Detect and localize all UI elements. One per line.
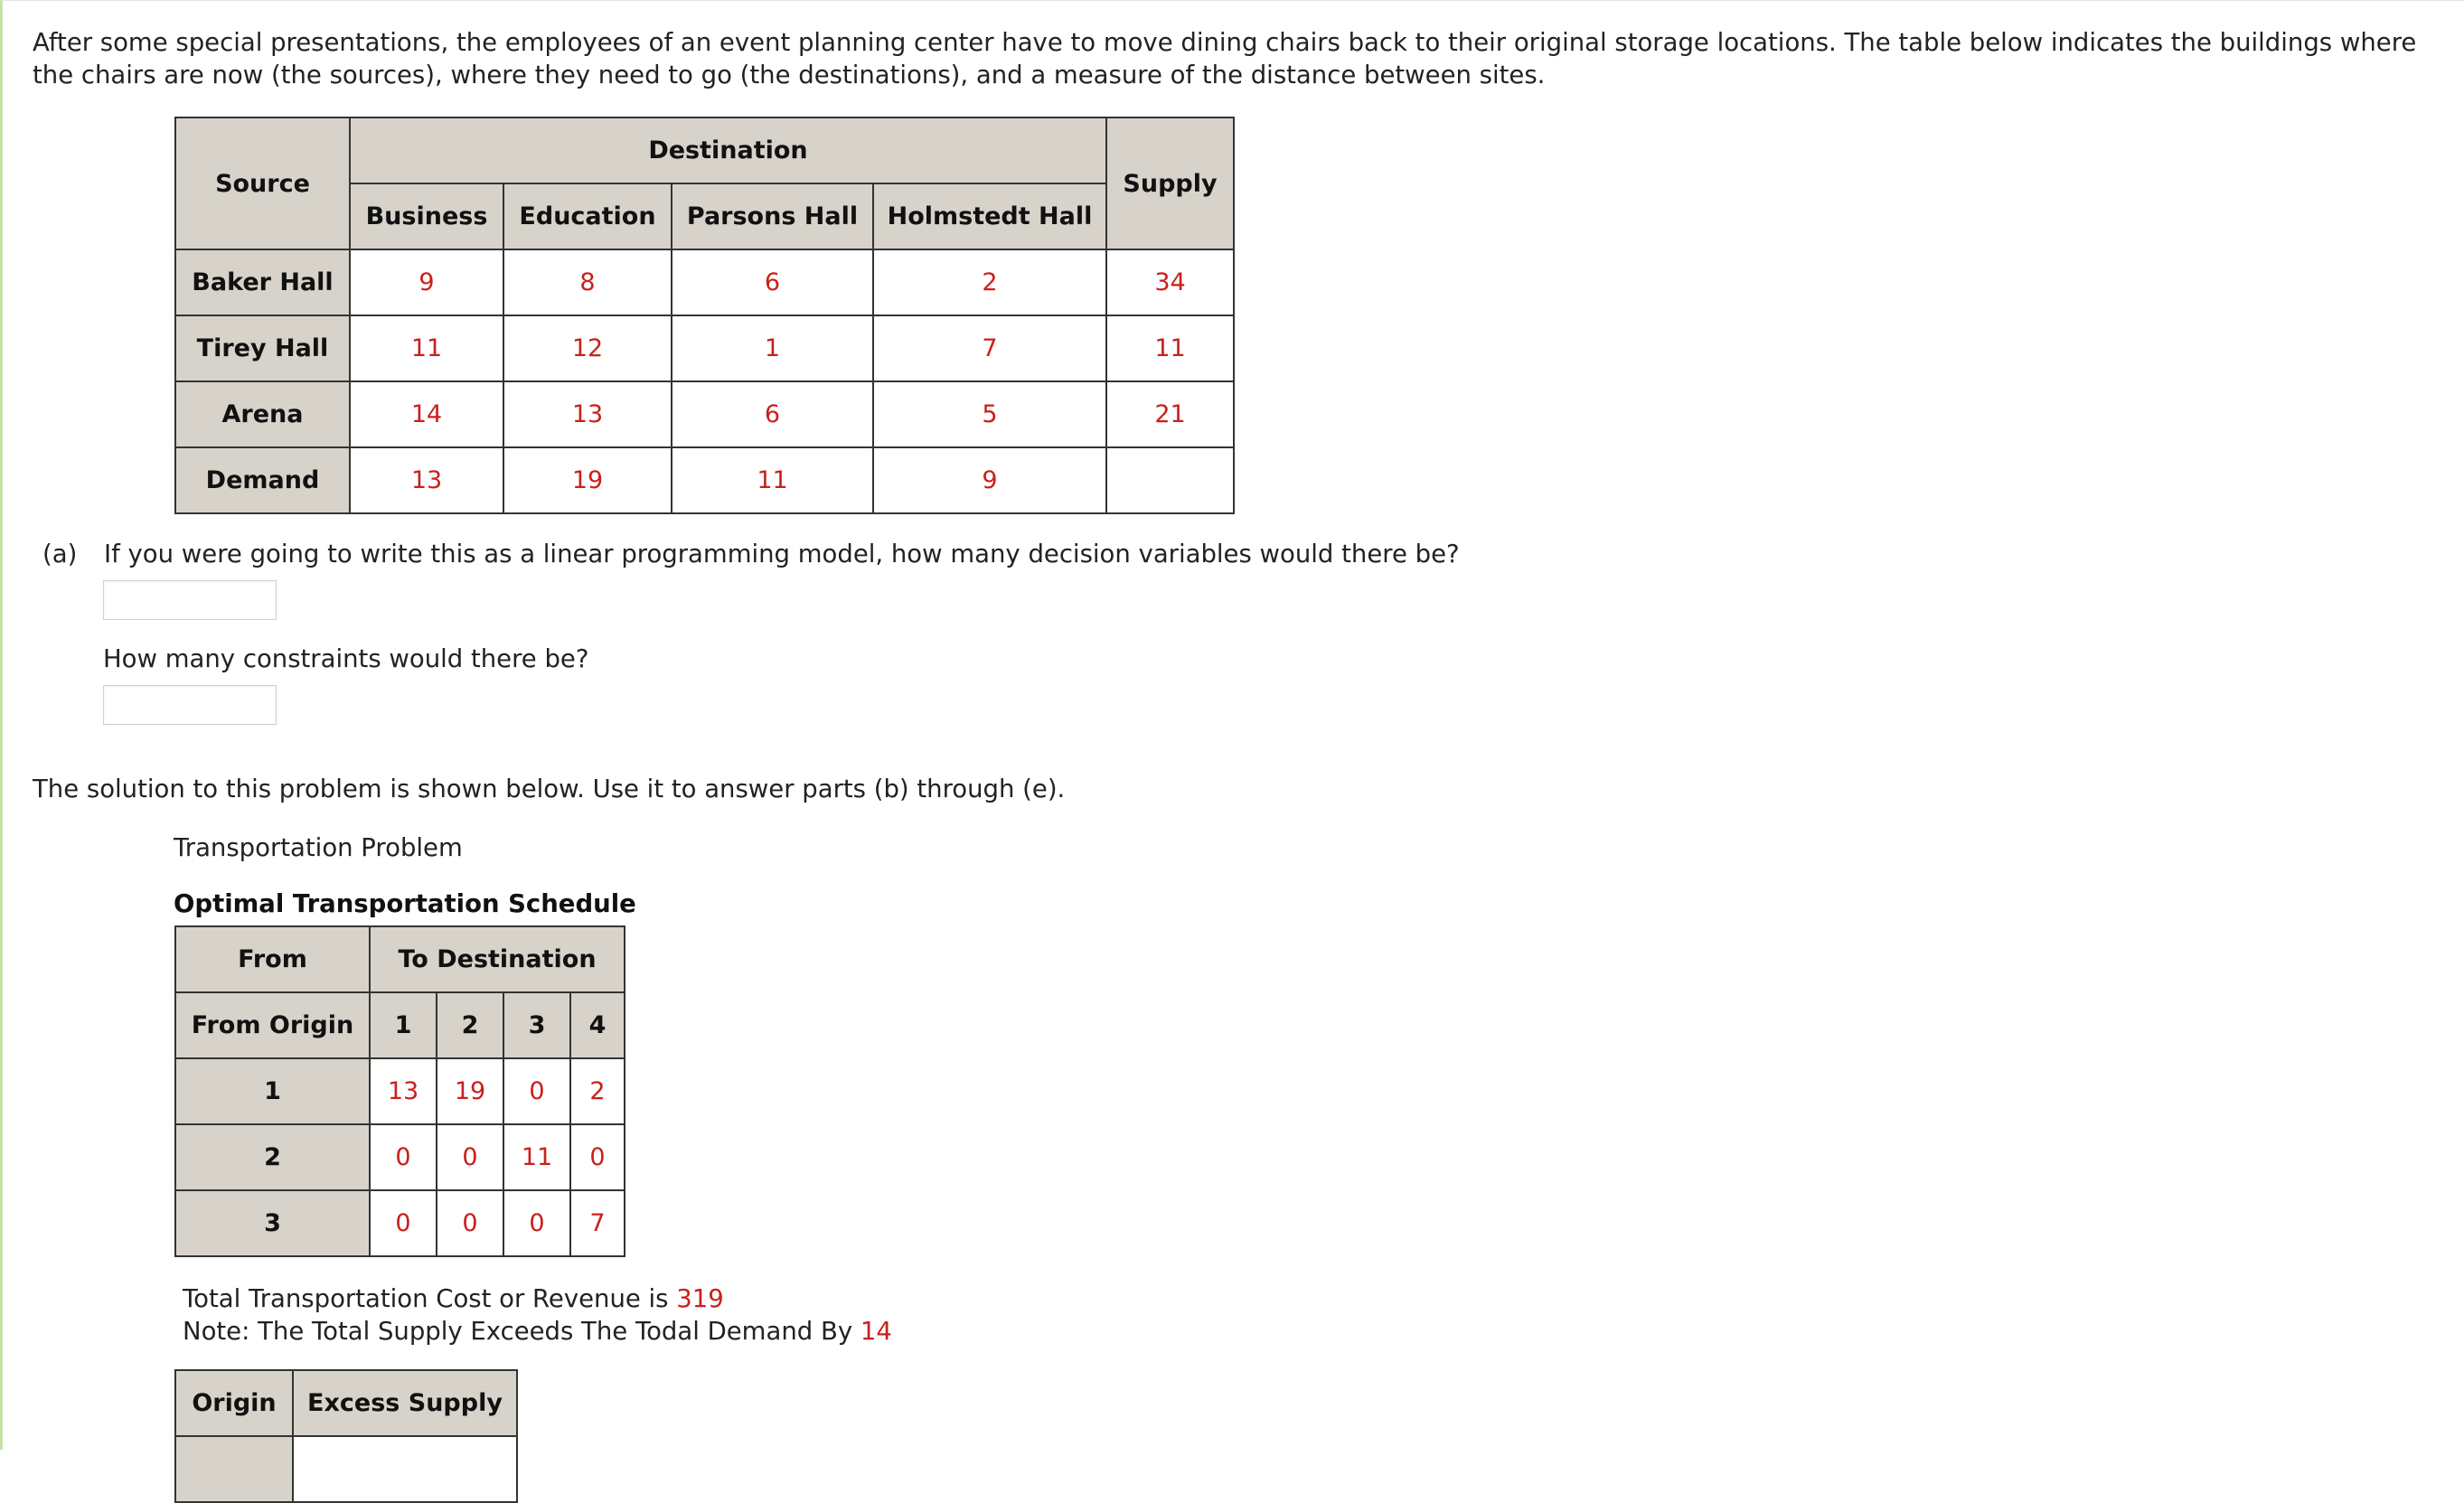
shipment-cell: 2 (570, 1058, 625, 1124)
source-label: Arena (175, 381, 350, 447)
question-a (42, 540, 1460, 568)
distance-cell: 1 (672, 315, 873, 381)
demand-cell: 11 (672, 447, 873, 513)
distance-table (174, 117, 1235, 514)
demand-label: Demand (175, 447, 350, 513)
origin-label (175, 1436, 293, 1502)
distance-cell: 12 (503, 315, 672, 381)
dest-header-holmstedt-hall: Holmstedt Hall (873, 183, 1106, 249)
table-row (175, 315, 1234, 381)
shipment-cell: 19 (437, 1058, 503, 1124)
table-row (175, 381, 1234, 447)
distance-cell: 2 (873, 249, 1106, 315)
shipment-cell: 0 (503, 1058, 570, 1124)
shipment-cell: 7 (570, 1190, 625, 1256)
origin-label: 3 (175, 1190, 370, 1256)
intro-text: After some special presentations, the employees of an event planning center have to move dining chairs back to their original storage locations. The table below indicates the buildings where the chairs are now (the sources), where they need to go (the destinations), and a measure of the distance between sites. (33, 28, 2417, 89)
totals-block (183, 1282, 892, 1348)
demand-cell: 13 (350, 447, 503, 513)
distance-cell: 9 (350, 249, 503, 315)
distance-cell: 7 (873, 315, 1106, 381)
shipment-cell: 0 (437, 1190, 503, 1256)
table-row (175, 1124, 625, 1190)
supply-cell: 21 (1106, 381, 1234, 447)
shipment-cell: 11 (503, 1124, 570, 1190)
destination-header: Destination (350, 117, 1106, 183)
shipment-cell: 0 (437, 1124, 503, 1190)
excess-note-line (183, 1315, 892, 1348)
solution-intro: The solution to this problem is shown below. Use it to answer parts (b) through (e). (33, 775, 1066, 803)
distance-cell: 13 (503, 381, 672, 447)
empty-cell (1106, 447, 1234, 513)
table-row (175, 1058, 625, 1124)
constraints-question: How many constraints would there be? (103, 644, 589, 673)
dest-number-header: 4 (570, 992, 625, 1058)
schedule-table (174, 925, 625, 1257)
table-row (175, 1190, 625, 1256)
supply-cell: 34 (1106, 249, 1234, 315)
dest-header-parsons-hall: Parsons Hall (672, 183, 873, 249)
shipment-cell: 0 (570, 1124, 625, 1190)
origin-header: Origin (175, 1370, 293, 1436)
constraints-input[interactable] (103, 685, 277, 725)
distance-cell: 11 (350, 315, 503, 381)
table-row (175, 249, 1234, 315)
source-label: Baker Hall (175, 249, 350, 315)
supply-header: Supply (1106, 117, 1234, 249)
dest-header-business: Business (350, 183, 503, 249)
from-origin-header: From Origin (175, 992, 370, 1058)
dest-number-header: 2 (437, 992, 503, 1058)
total-cost-label: Total Transportation Cost or Revenue is (183, 1284, 669, 1313)
excess-cell (293, 1436, 517, 1502)
excess-note-label: Note: The Total Supply Exceeds The Todal Demand By (183, 1317, 853, 1346)
question-a-text: If you were going to write this as a linear programming model, how many decision variables would there be? (104, 540, 1460, 568)
demand-cell: 9 (873, 447, 1106, 513)
distance-cell: 8 (503, 249, 672, 315)
from-header: From (175, 926, 370, 992)
dest-header-education: Education (503, 183, 672, 249)
source-header: Source (175, 117, 350, 249)
excess-supply-header: Excess Supply (293, 1370, 517, 1436)
distance-cell: 14 (350, 381, 503, 447)
shipment-cell: 0 (370, 1190, 437, 1256)
decision-variables-input[interactable] (103, 580, 277, 620)
excess-note-value: 14 (860, 1317, 892, 1346)
transportation-problem-title: Transportation Problem (174, 833, 463, 862)
distance-cell: 5 (873, 381, 1106, 447)
distance-cell: 6 (672, 249, 873, 315)
schedule-title: Optimal Transportation Schedule (174, 889, 636, 918)
demand-row (175, 447, 1234, 513)
to-destination-header: To Destination (370, 926, 625, 992)
shipment-cell: 0 (370, 1124, 437, 1190)
total-cost-line (183, 1282, 892, 1315)
distance-cell: 6 (672, 381, 873, 447)
shipment-cell: 13 (370, 1058, 437, 1124)
dest-number-header: 3 (503, 992, 570, 1058)
source-label: Tirey Hall (175, 315, 350, 381)
shipment-cell: 0 (503, 1190, 570, 1256)
excess-supply-table (174, 1369, 518, 1503)
question-a-label: (a) (42, 540, 78, 568)
dest-number-header: 1 (370, 992, 437, 1058)
total-cost-value: 319 (676, 1284, 724, 1313)
demand-cell: 19 (503, 447, 672, 513)
origin-label: 1 (175, 1058, 370, 1124)
origin-label: 2 (175, 1124, 370, 1190)
supply-cell: 11 (1106, 315, 1234, 381)
